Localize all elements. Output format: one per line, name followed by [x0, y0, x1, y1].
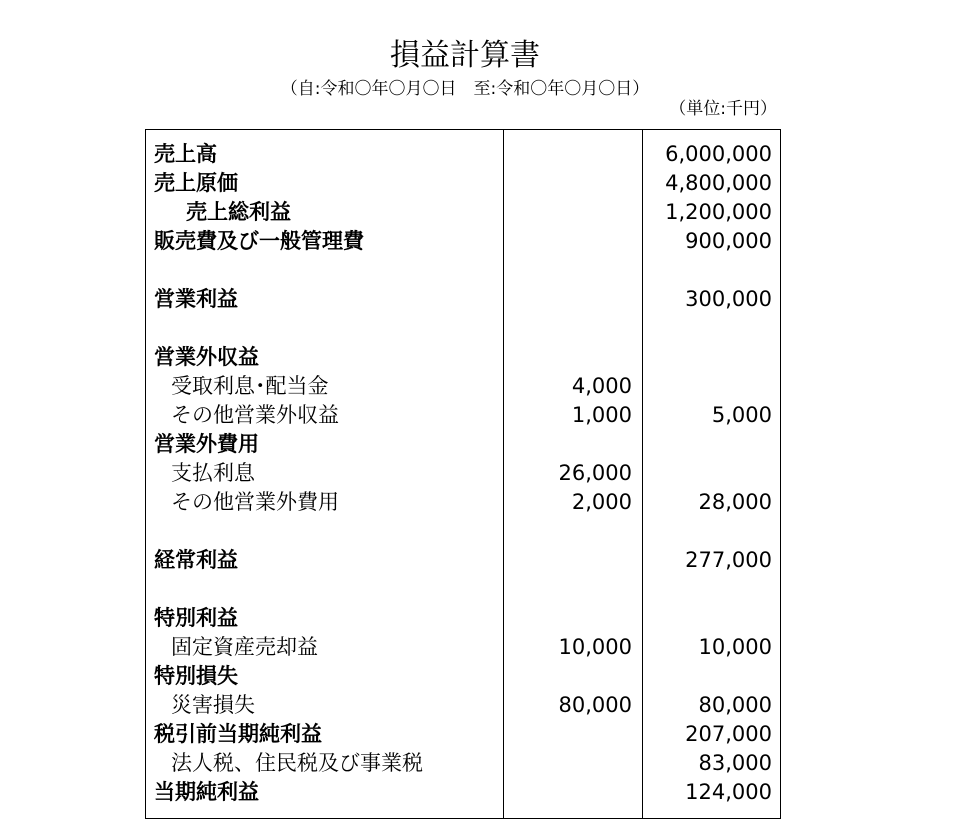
statement-row [146, 749, 780, 778]
statement-row [146, 488, 780, 517]
statement-row [146, 227, 780, 256]
detail-amount: 26,000 [558, 461, 632, 485]
detail-amount: 80,000 [558, 693, 632, 717]
statement-row [146, 169, 780, 198]
statement-row [146, 430, 780, 459]
total-amount: 277,000 [685, 548, 772, 572]
row-label: 営業外費用 [154, 432, 259, 456]
detail-amount: 1,000 [571, 403, 632, 427]
total-amount: 28,000 [698, 490, 772, 514]
row-label: 災害損失 [171, 693, 255, 717]
detail-amount: 10,000 [558, 635, 632, 659]
statement-row [146, 662, 780, 691]
row-label: 当期純利益 [154, 780, 259, 804]
total-amount: 4,800,000 [665, 171, 772, 195]
row-label: 営業利益 [154, 287, 238, 311]
statement-row [146, 720, 780, 749]
total-amount: 80,000 [698, 693, 772, 717]
statement-row [146, 459, 780, 488]
statement-row [146, 633, 780, 662]
spacer-row [146, 517, 780, 546]
statement-row [146, 285, 780, 314]
detail-amount: 4,000 [571, 374, 632, 398]
total-amount: 6,000,000 [665, 142, 772, 166]
statement-row [146, 140, 780, 169]
total-amount: 5,000 [711, 403, 772, 427]
row-label: 売上原価 [154, 171, 238, 195]
total-amount: 83,000 [698, 751, 772, 775]
statement-row [146, 343, 780, 372]
row-label: 売上総利益 [186, 200, 291, 224]
spacer-row [146, 314, 780, 343]
row-label: 営業外収益 [154, 345, 259, 369]
statement-row [146, 198, 780, 227]
total-amount: 300,000 [685, 287, 772, 311]
total-amount: 900,000 [685, 229, 772, 253]
row-label: 販売費及び一般管理費 [154, 229, 364, 253]
row-label: 税引前当期純利益 [154, 722, 322, 746]
unit-label: （単位:千円） [669, 99, 777, 119]
income-statement-table [145, 129, 781, 819]
spacer-row [146, 575, 780, 604]
row-label: 受取利息･配当金 [171, 374, 329, 398]
row-label: 法人税、住民税及び事業税 [171, 751, 423, 775]
statement-row [146, 691, 780, 720]
statement-row [146, 372, 780, 401]
row-label: 特別利益 [154, 606, 238, 630]
detail-amount: 2,000 [571, 490, 632, 514]
total-amount: 10,000 [698, 635, 772, 659]
statement-row [146, 778, 780, 807]
accounting-period: （自:令和〇年〇月〇日 至:令和〇年〇月〇日） [280, 79, 650, 99]
spacer-row [146, 256, 780, 285]
row-label: 経常利益 [154, 548, 238, 572]
row-label: 固定資産売却益 [171, 635, 318, 659]
total-amount: 124,000 [685, 780, 772, 804]
document-title: 損益計算書 [390, 38, 540, 73]
row-label: 特別損失 [154, 664, 238, 688]
statement-rows [146, 140, 780, 807]
row-label: 売上高 [154, 142, 217, 166]
statement-row [146, 604, 780, 633]
row-label: その他営業外収益 [171, 403, 339, 427]
row-label: 支払利息 [171, 461, 255, 485]
statement-row [146, 401, 780, 430]
statement-row [146, 546, 780, 575]
total-amount: 1,200,000 [665, 200, 772, 224]
total-amount: 207,000 [685, 722, 772, 746]
row-label: その他営業外費用 [171, 490, 339, 514]
